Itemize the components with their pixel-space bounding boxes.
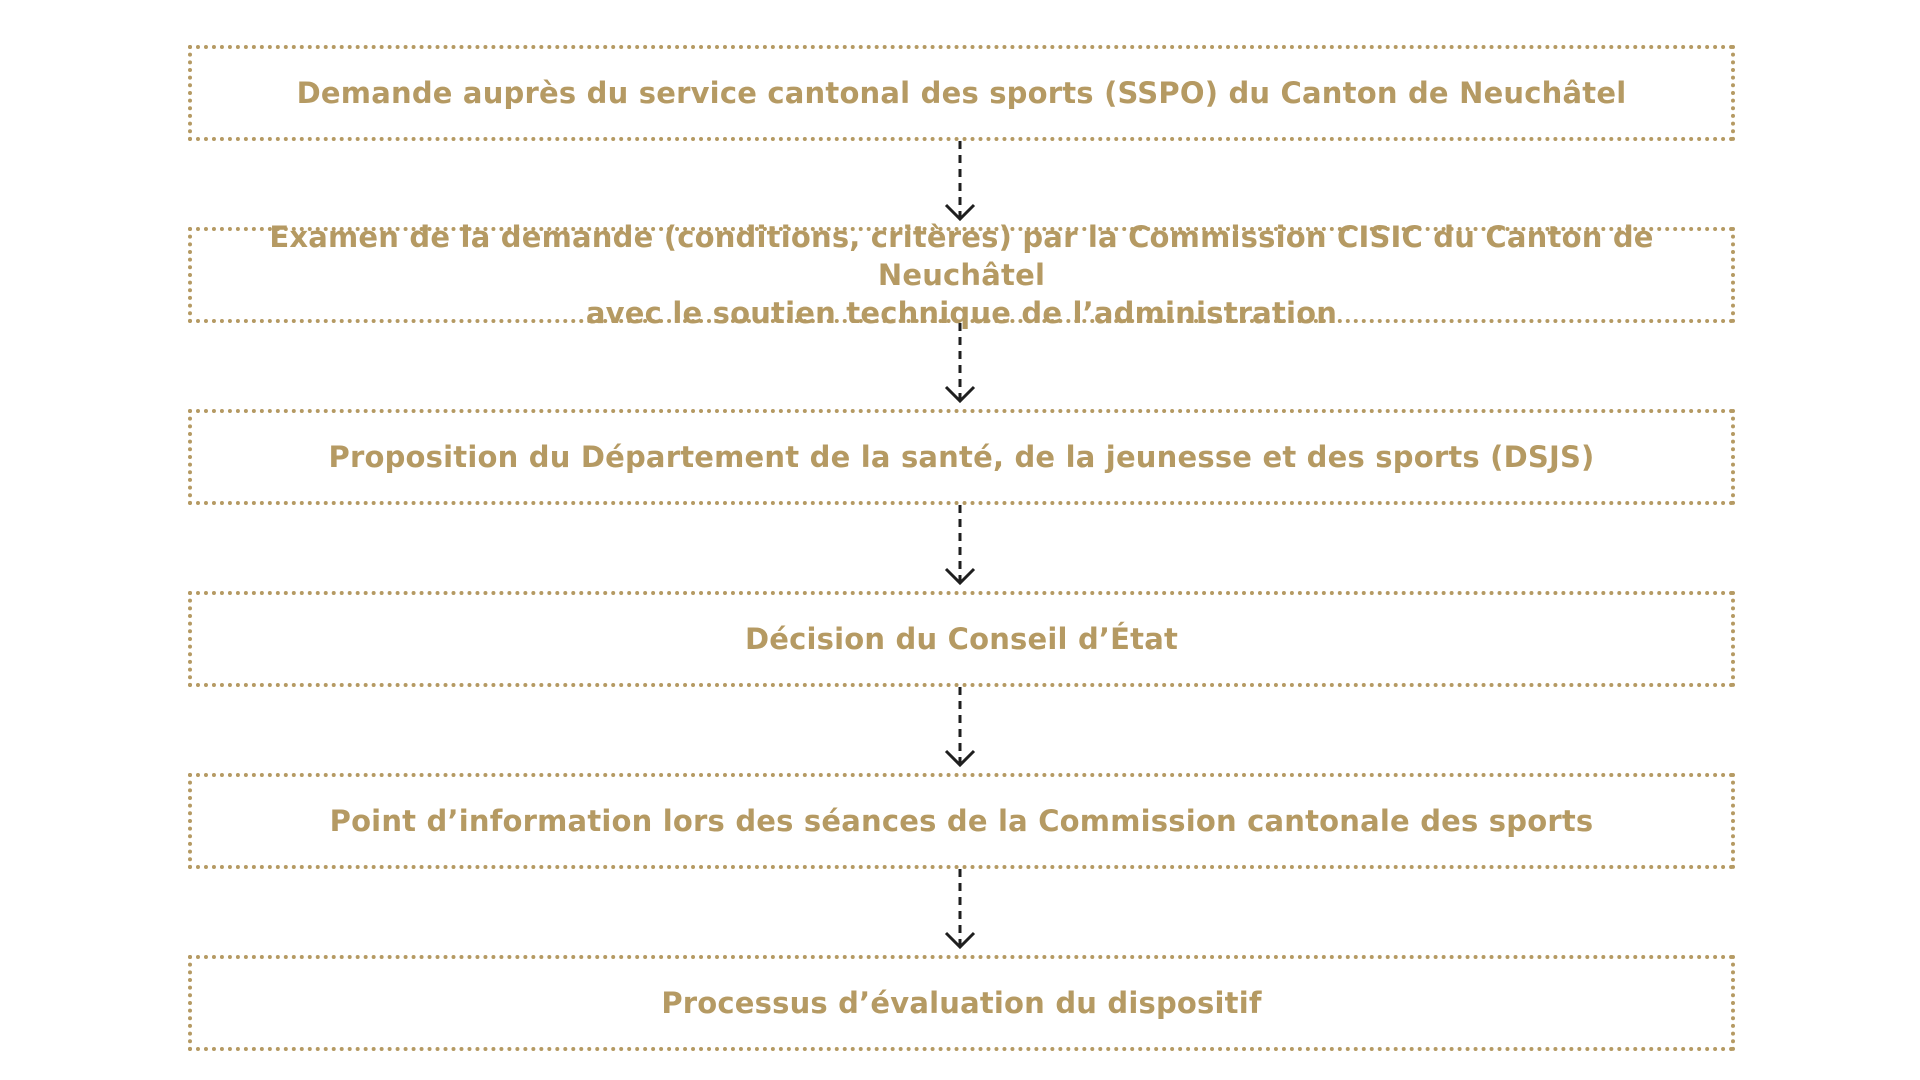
dashed-arrow-down-icon: [940, 141, 980, 227]
dashed-arrow-down-icon: [940, 505, 980, 591]
flow-step-label: Point d’information lors des séances de la Commission cantonale des sports: [329, 804, 1594, 838]
flow-step-1: [188, 45, 1735, 141]
flow-step-2: [188, 220, 1735, 330]
flow-step-label: Examen de la demande (conditions, critères) par la Commission CISIC du Canton de Neuchâtel avec le soutien technique de l’administration: [269, 220, 1654, 330]
flow-step-label: Processus d’évaluation du dispositif: [661, 986, 1262, 1020]
flow-step-3: [188, 409, 1735, 505]
dashed-arrow-down-icon: [940, 869, 980, 955]
flow-step-label: Proposition du Département de la santé, de la jeunesse et des sports (DSJS): [328, 440, 1595, 474]
flow-step-4: [188, 591, 1735, 687]
flow-step-label: Décision du Conseil d’État: [744, 622, 1179, 656]
flow-step-6: [188, 955, 1735, 1051]
dashed-arrow-down-icon: [940, 323, 980, 409]
flow-step-5: [188, 773, 1735, 869]
flow-step-label: Demande auprès du service cantonal des sports (SSPO) du Canton de Neuchâtel: [296, 76, 1627, 110]
dashed-arrow-down-icon: [940, 687, 980, 773]
